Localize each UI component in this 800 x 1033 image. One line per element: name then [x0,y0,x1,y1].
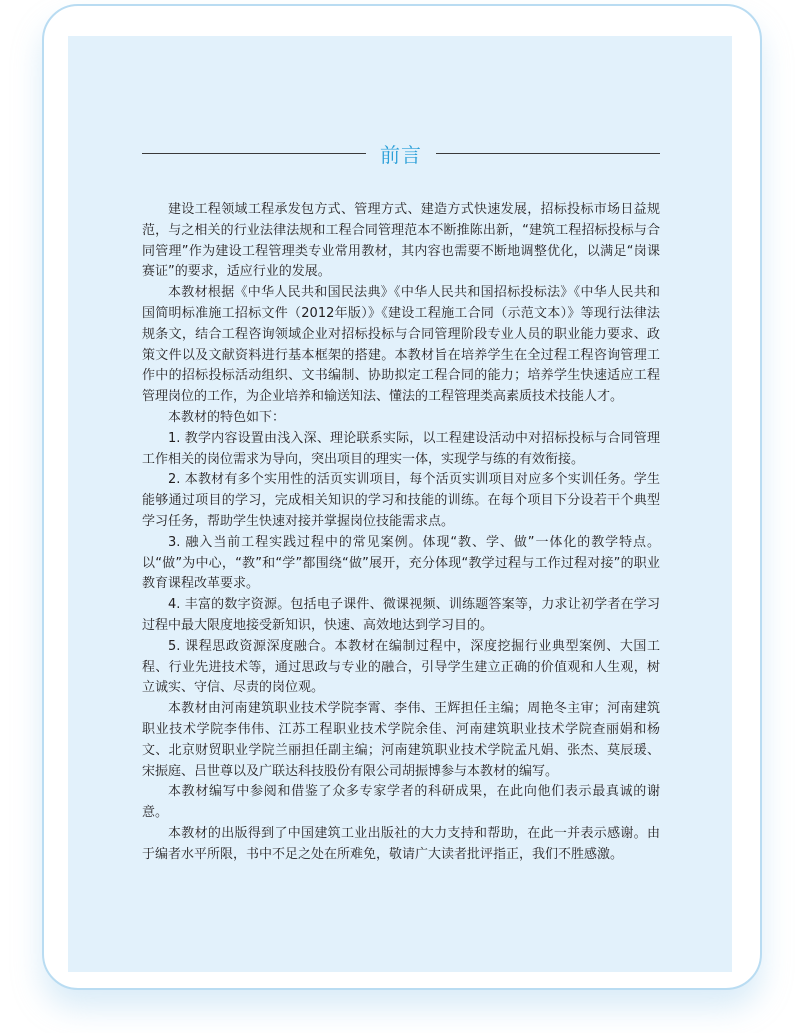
paragraph-feature-5: 5. 课程思政资源深度融合。本教材在编制过程中，深度挖掘行业典型案例、大国工程、行业先进技术等，通过思政与专业的融合，引导学生建立正确的价值观和人生观，树立诚实、守信、尽责的岗位观。 [142,638,660,696]
paragraph-background: 建设工程领域工程承发包方式、管理方式、建造方式快速发展，招标投标市场日益规范，与之相关的行业法律法规和工程合同管理范本不断推陈出新，“建筑工程招标投标与合同管理”作为建设工程管理类专业常用教材，其内容也需要不断地调整优化，以满足“岗课赛证”的要求，适应行业的发展。 [142,202,660,280]
heading-rule-left [142,153,366,154]
page-title: 前言 [380,142,422,167]
heading-rule-right [436,153,660,154]
paragraph-feature-2: 2. 本教材有多个实用性的活页实训项目，每个活页实训项目对应多个实训任务。学生能够通过项目的学习，完成相关知识的学习和技能的训练。在每个项目下分设若干个典型学习任务，帮助学生快速对接并掌握岗位技能需求点。 [142,472,660,529]
preface-heading [142,138,660,168]
paragraph-authors: 本教材由河南建筑职业技术学院李霄、李伟、王辉担任主编；周艳冬主审；河南建筑职业技术学院李伟伟、江苏工程职业技术学院余佳、河南建筑职业技术学院查丽娟和杨文、北京财贸职业学院兰丽担任副主编；河南建筑职业技术学院孟凡娟、张杰、莫辰瑗、宋振庭、吕世尊以及广联达科技股份有限公司胡振博参与本教材的编写。 [142,701,660,779]
preface-body [142,200,660,866]
paragraph-features-intro: 本教材的特色如下： [168,409,286,425]
paragraph-acknowledgement: 本教材的出版得到了中国建筑工业出版社的大力支持和帮助，在此一并表示感谢。由于编者水平所限，书中不足之处在所难免，敬请广大读者批评指正，我们不胜感激。 [142,825,660,862]
paragraph-feature-3: 3. 融入当前工程实践过程中的常见案例。体现“教、学、做”一体化的教学特点。以“做”为中心，“教”和“学”都围绕“做”展开，充分体现“教学过程与工作过程对接”的职业教育课程改革要求。 [142,534,660,592]
paragraph-feature-4: 4. 丰富的数字资源。包括电子课件、微课视频、训练题答案等，力求让初学者在学习过程中最大限度地接受新知识，快速、高效地达到学习目的。 [142,597,660,633]
paragraph-basis: 本教材根据《中华人民共和国民法典》《中华人民共和国招标投标法》《中华人民共和国简明标准施工招标文件（2012年版）》《建设工程施工合同（示范文本）》等现行法律法规条文，结合工程咨询领域企业对招标投标与合同管理阶段专业人员的职业能力要求、政策文件以及文献资料进行基本框架的搭建。本教材旨在培养学生在全过程工程咨询管理工作中的招标投标活动组织、文书编制、协助拟定工程合同的能力；培养学生快速适应工程管理岗位的工作，为企业培养和输送知法、懂法的工程管理类高素质技术技能人才。 [142,285,660,405]
paragraph-references: 本教材编写中参阅和借鉴了众多专家学者的科研成果，在此向他们表示最真诚的谢意。 [142,784,660,821]
paragraph-feature-1: 1. 教学内容设置由浅入深、理论联系实际，以工程建设活动中对招标投标与合同管理工作相关的岗位需求为导向，突出项目的理实一体，实现学与练的有效衔接。 [142,430,660,467]
